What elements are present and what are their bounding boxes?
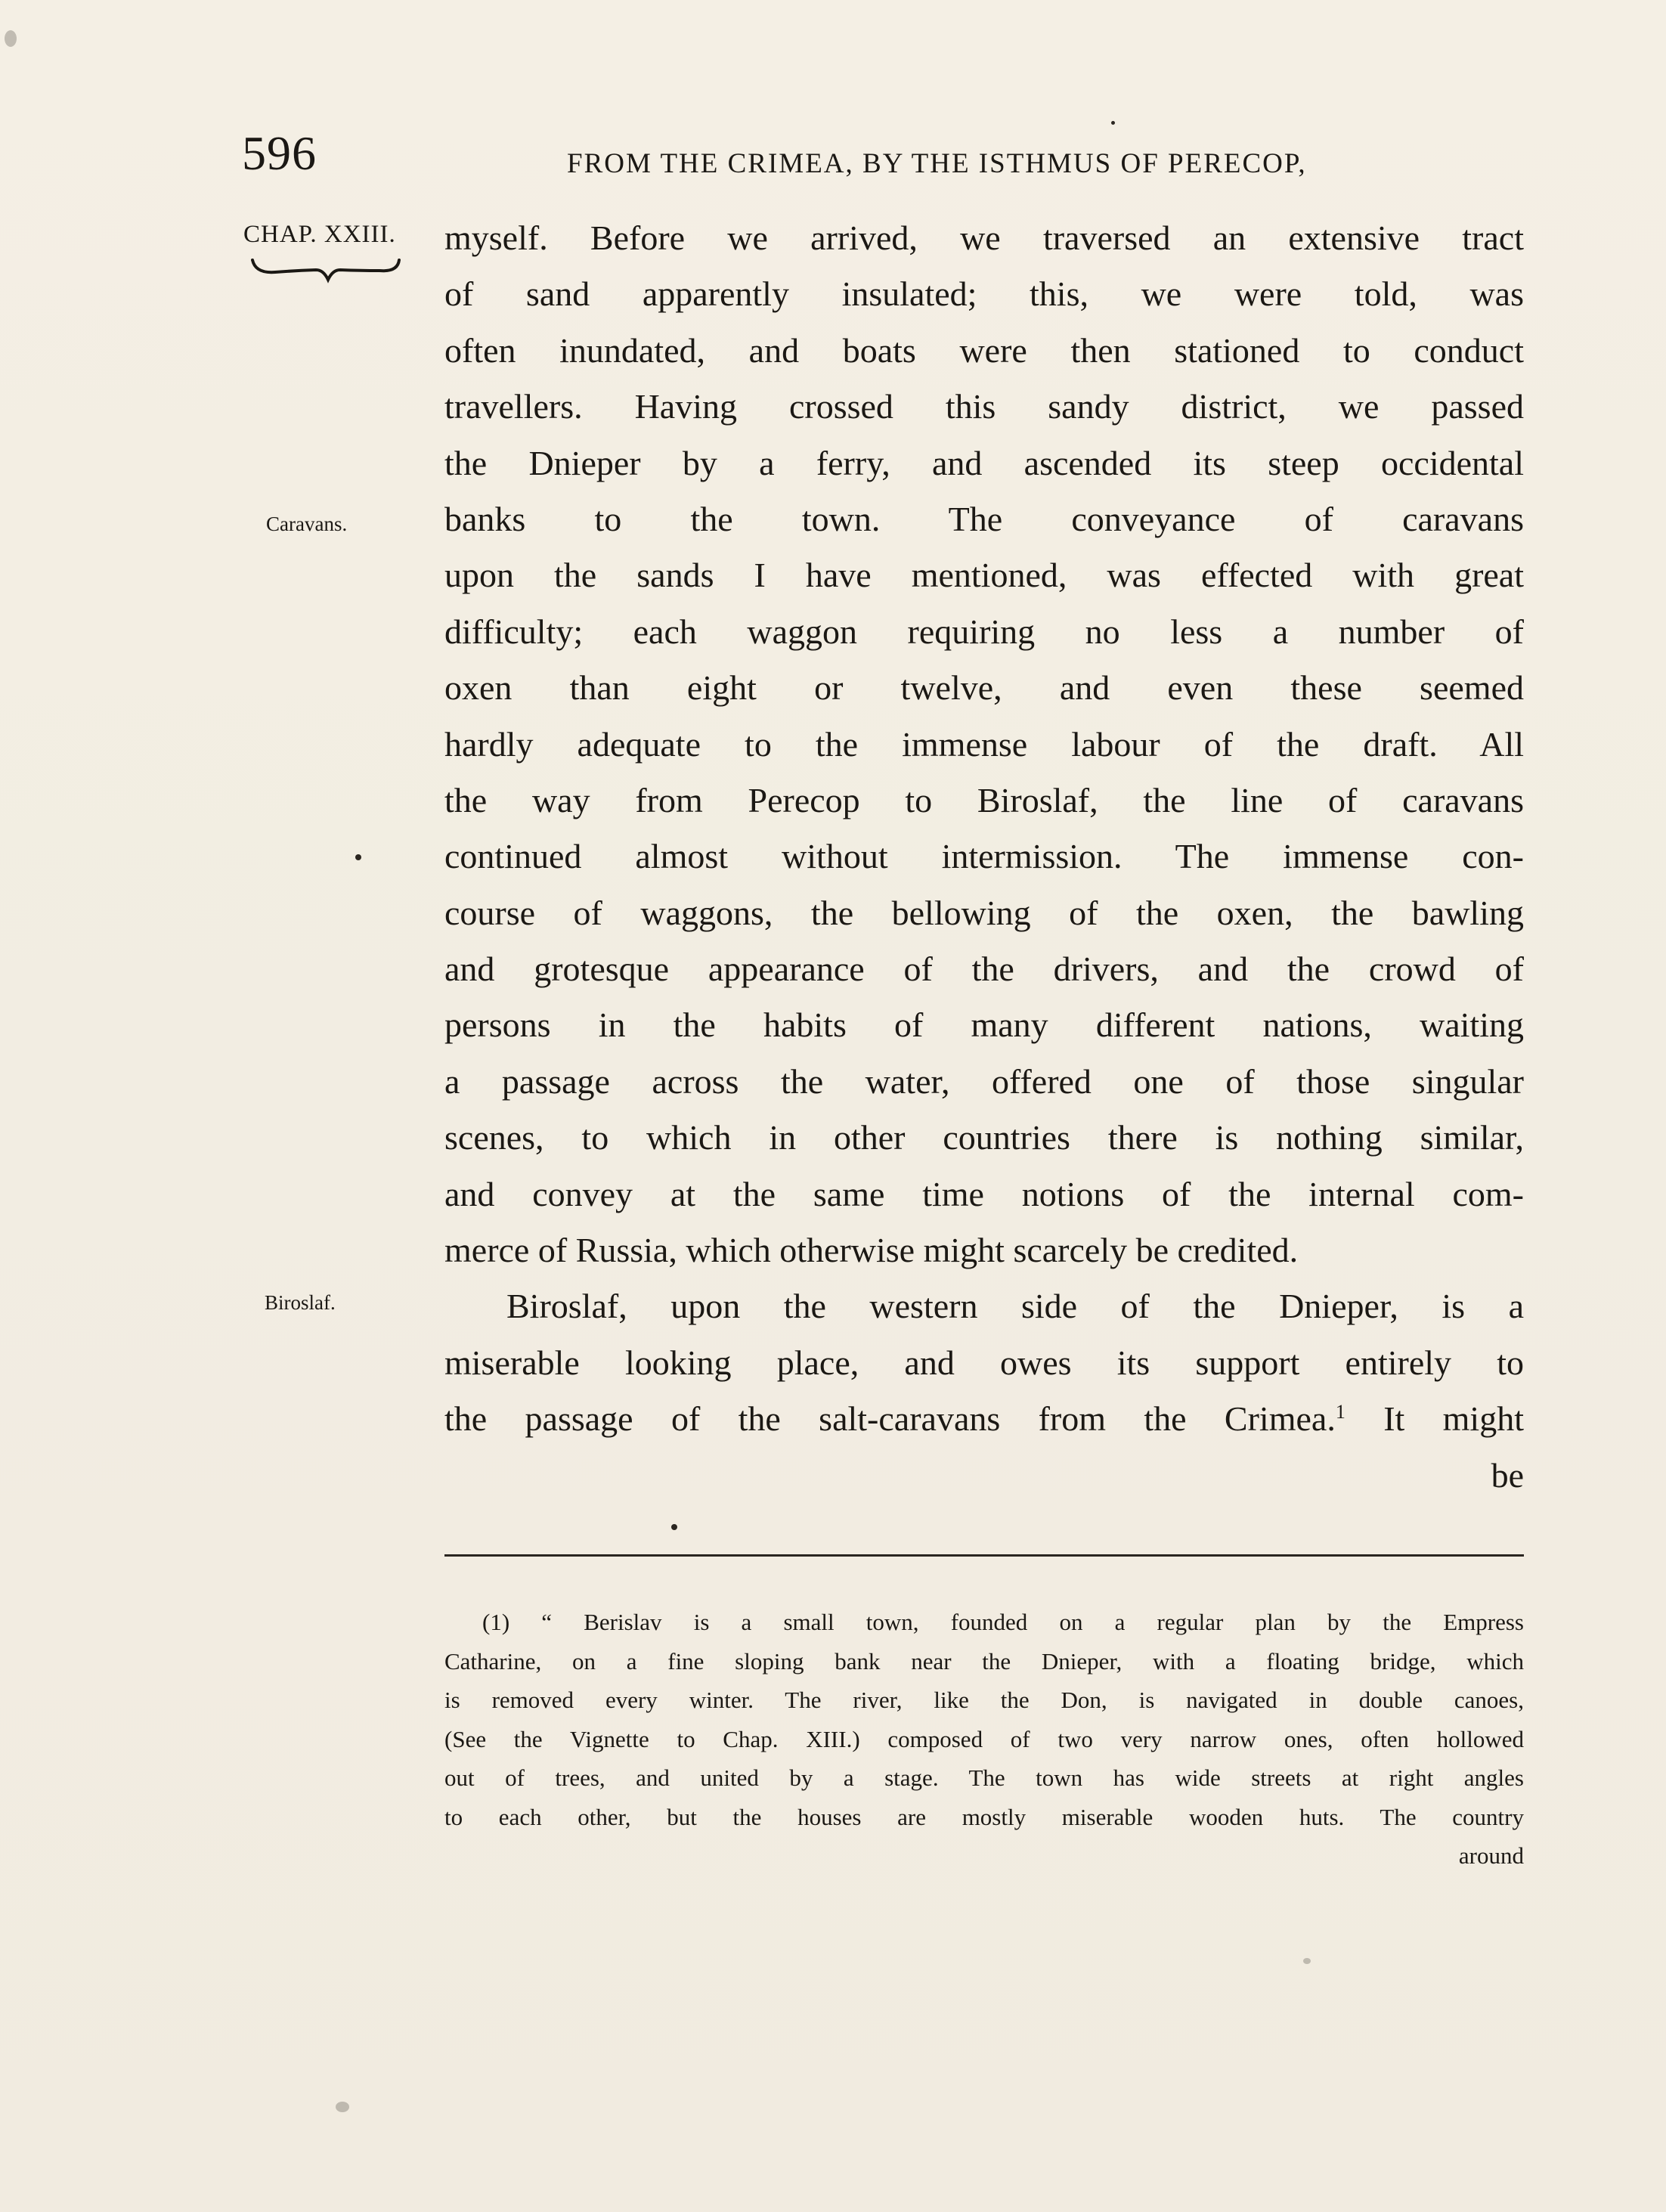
text-line: upon the sands I have mentioned, was effected with great (444, 556, 1524, 595)
text-line: and convey at the same time notions of the internal com- (444, 1174, 1524, 1213)
footnote-catchword: around (1458, 1842, 1524, 1869)
text-line: hardly adequate to the immense labour of the draft. All (444, 724, 1524, 764)
text-line: oxen than eight or twelve, and even these seemed (444, 668, 1524, 708)
footnote-rule (444, 1554, 1524, 1557)
print-speck (1111, 121, 1115, 125)
paper-smudge (1303, 1958, 1311, 1964)
footnote-line: (1) “ Berislav is a small town, founded on a regular plan by the Empress (482, 1609, 1524, 1635)
text-line: continued almost without intermission. The immense con- (444, 837, 1524, 876)
text-line: course of waggons, the bellowing of the oxen, the bawling (444, 893, 1524, 932)
text-line: difficulty; each waggon requiring no less a number of (444, 612, 1524, 651)
text-run: It might (1383, 1399, 1524, 1439)
text-line: persons in the habits of many different nations, waiting (444, 1005, 1524, 1045)
text-line: travellers. Having crossed this sandy district, we passed (444, 387, 1524, 426)
text-run: the passage of the salt-caravans from the Crimea. (444, 1399, 1336, 1439)
footnote-line: Catharine, on a fine sloping bank near the Dnieper, with a floating bridge, which (444, 1647, 1524, 1674)
text-line: often inundated, and boats were then stationed to conduct (444, 330, 1524, 370)
text-line: of sand apparently insulated; this, we were told, was (444, 274, 1524, 314)
paragraph-start-line: Biroslaf, upon the western side of the Dnieper, is a (506, 1287, 1524, 1326)
text-line: merce of Russia, which otherwise might scarcely be credited. (444, 1231, 1299, 1270)
text-line: and grotesque appearance of the drivers, and the crowd of (444, 950, 1524, 989)
footnote (444, 1603, 1524, 1876)
footnote-line: (See the Vignette to Chap. XIII.) composed of two very narrow ones, often hollowed (444, 1725, 1524, 1752)
brace-ornament-icon (249, 257, 401, 284)
text-line: the way from Perecop to Biroslaf, the line of caravans (444, 780, 1524, 819)
paper-smudge (336, 2102, 349, 2112)
text-line-with-note (444, 1391, 1524, 1447)
footnote-line: to each other, but the houses are mostly miserable wooden huts. The country (444, 1803, 1524, 1830)
text-line: miserable looking place, and owes its support entirely to (444, 1343, 1524, 1382)
text-line: scenes, to which in other countries there is nothing similar, (444, 1118, 1524, 1157)
footnote-reference[interactable]: 1 (1335, 1401, 1345, 1424)
margin-note-biroslaf: Biroslaf. (265, 1291, 336, 1314)
footnote-line: is removed every winter. The river, like the Don, is navigated in double canoes, (444, 1687, 1524, 1713)
footnote-line: out of trees, and united by a stage. The town has wide streets at right angles (444, 1764, 1524, 1791)
text-line: banks to the town. The conveyance of caravans (444, 499, 1524, 538)
print-speck (355, 854, 361, 860)
margin-note-caravans: Caravans. (266, 513, 348, 535)
catchword: be (1491, 1455, 1524, 1495)
text-line: myself. Before we arrived, we traversed an extensive tract (444, 218, 1524, 257)
chapter-label: CHAP. XXIII. (243, 221, 396, 248)
running-head: FROM THE CRIMEA, BY THE ISTHMUS OF PERECOP, (567, 148, 1307, 179)
text-line: the Dnieper by a ferry, and ascended its steep occidental (444, 443, 1524, 482)
print-speck (671, 1524, 677, 1530)
paper-smudge (5, 30, 17, 47)
page-number: 596 (242, 126, 317, 180)
text-line: a passage across the water, offered one of those singular (444, 1061, 1524, 1101)
body-text (444, 210, 1524, 1504)
